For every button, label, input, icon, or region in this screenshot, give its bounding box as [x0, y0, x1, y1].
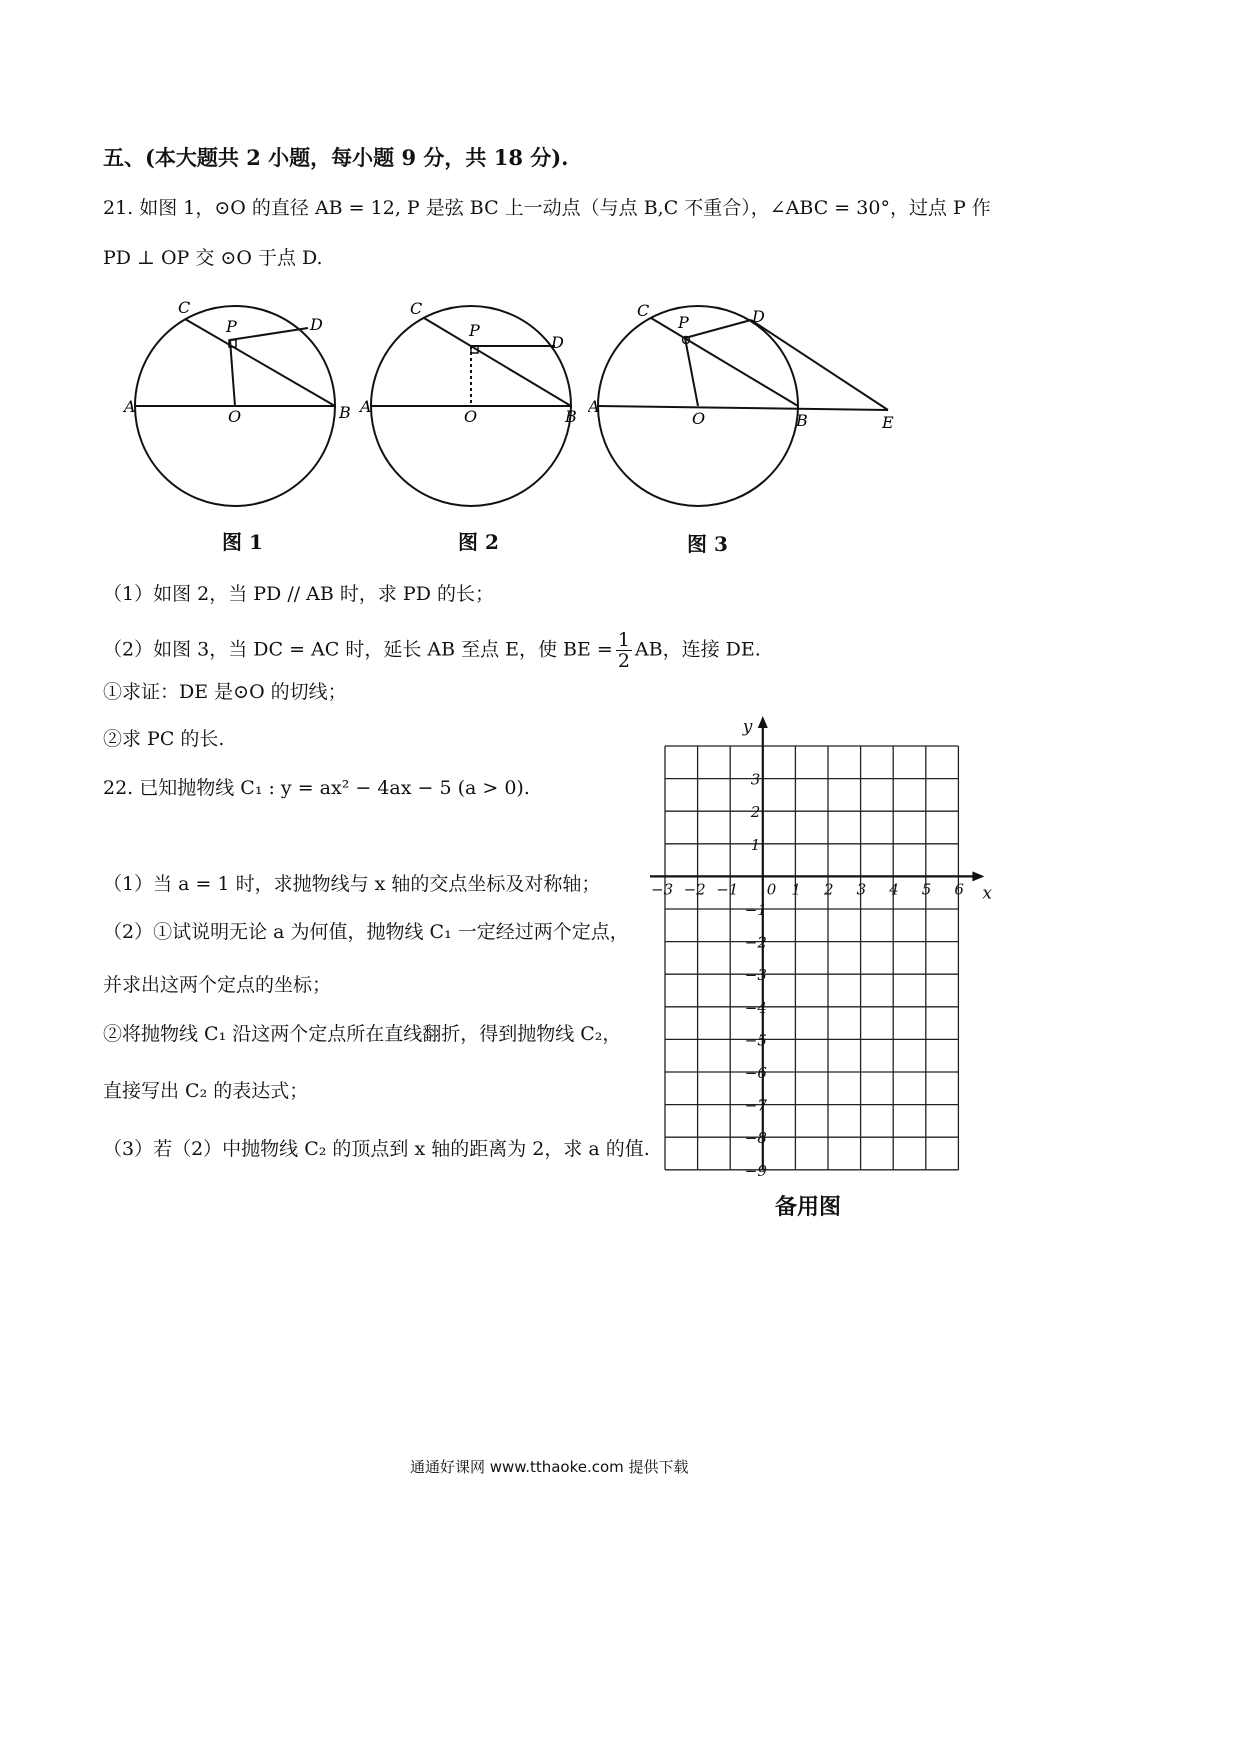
y-tick-label: −5 [744, 1031, 767, 1050]
x-tick-label: 5 [921, 880, 932, 899]
fig1-label-a: A [124, 397, 136, 416]
fig1-label-d: D [310, 315, 323, 334]
fig3-label-c: C [637, 301, 650, 320]
fig3-label-o: O [692, 409, 706, 428]
x-axis-label: x [982, 883, 992, 904]
q21-part1: （1）如图 2，当 PD // AB 时，求 PD 的长； [103, 583, 494, 605]
fig2-label-p: P [469, 321, 480, 340]
fig1-label-c: C [178, 298, 191, 317]
fig1-label-o: O [228, 407, 242, 426]
fig1-segment-pd [230, 328, 308, 340]
figure-3 [588, 288, 898, 538]
coordinate-grid [640, 710, 1000, 1185]
fraction-denominator: 2 [617, 650, 630, 672]
fig3-label-p: P [678, 313, 689, 332]
y-tick-label: 2 [750, 803, 761, 822]
x-tick-label: 1 [791, 880, 801, 899]
y-tick-label: −2 [744, 933, 767, 952]
figure-2 [358, 288, 598, 538]
fig1-segment-op [230, 340, 235, 406]
fig3-label-b: B [796, 411, 808, 430]
y-axis-arrow-icon [758, 716, 768, 728]
fig3-line-ae [598, 406, 888, 410]
fig2-label-o: O [464, 407, 478, 426]
q21-part2-before: （2）如图 3，当 DC = AC 时，延长 AB 至点 E，使 BE = [103, 638, 613, 661]
y-axis-label: y [742, 717, 753, 737]
y-tick-label: −3 [744, 966, 767, 985]
q21-sub1: ①求证：DE 是⊙O 的切线； [103, 681, 347, 703]
figure-1 [120, 288, 360, 538]
q21-part2-after: AB，连接 DE. [634, 638, 761, 661]
fig1-label-p: P [226, 317, 237, 336]
x-tick-label: −3 [651, 880, 674, 899]
q22-stem: 22. 已知抛物线 C₁ : y = ax² − 4ax − 5 (a > 0). [103, 777, 530, 799]
y-tick-label: 3 [750, 770, 761, 789]
grid-caption: 备用图 [775, 1194, 842, 1220]
y-tick-label: −9 [744, 1161, 767, 1180]
x-tick-label: 3 [856, 880, 867, 899]
figure-3-caption: 图 3 [687, 532, 728, 556]
footer-text: 通通好课网 www.tthaoke.com 提供下载 [410, 1458, 689, 1476]
fig2-label-d: D [551, 333, 564, 352]
figure-2-caption: 图 2 [458, 530, 499, 554]
fig2-label-c: C [410, 299, 423, 318]
fig3-segment-op [685, 338, 698, 406]
origin-label: 0 [766, 880, 777, 899]
y-tick-label: −7 [744, 1096, 767, 1115]
fig3-chord-bc [651, 318, 798, 406]
fig3-segment-pd [685, 320, 751, 338]
fig1-label-b: B [339, 403, 351, 422]
y-tick-label: −6 [744, 1064, 767, 1082]
figure-1-caption: 图 1 [222, 530, 263, 554]
q22-part2a: （2）①试说明无论 a 为何值，抛物线 C₁ 一定经过两个定点， [103, 921, 629, 943]
x-tick-label: 2 [824, 880, 834, 899]
q22-part2b: 并求出这两个定点的坐标； [103, 974, 332, 996]
q21-part2 [103, 630, 761, 671]
fig3-label-a: A [588, 397, 600, 416]
fraction-numerator: 1 [617, 629, 630, 651]
fig3-segment-de [751, 320, 888, 410]
x-tick-label: −1 [716, 880, 739, 899]
x-tick-label: 6 [954, 880, 964, 899]
y-tick-label: −4 [744, 998, 767, 1017]
fig2-chord-bc [424, 318, 571, 406]
q21-line1: 21. 如图 1，⊙O 的直径 AB = 12, P 是弦 BC 上一动点（与点 B,C 不重合），∠ABC = 30°，过点 P 作 [103, 197, 991, 219]
fig3-label-d: D [752, 307, 765, 326]
fig3-label-e: E [882, 413, 894, 432]
x-tick-label: −2 [683, 880, 706, 899]
q21-line2: PD ⊥ OP 交 ⊙O 于点 D. [103, 247, 323, 269]
q22-part2d: 直接写出 C₂ 的表达式； [103, 1080, 309, 1102]
q22-part2c: ②将抛物线 C₁ 沿这两个定点所在直线翻折，得到抛物线 C₂， [103, 1023, 622, 1045]
fraction-one-half [616, 630, 632, 671]
section-heading: 五、(本大题共 2 小题，每小题 9 分，共 18 分). [103, 145, 569, 170]
y-tick-label: 1 [750, 835, 761, 854]
y-tick-label: −8 [744, 1129, 767, 1148]
q22-part3: （3）若（2）中抛物线 C₂ 的顶点到 x 轴的距离为 2，求 a 的值. [103, 1138, 650, 1160]
fig2-label-b: B [565, 407, 577, 426]
q21-sub2: ②求 PC 的长. [103, 728, 225, 750]
x-axis-arrow-icon [972, 871, 984, 881]
fig2-label-a: A [360, 397, 372, 416]
x-tick-label: 4 [889, 880, 899, 899]
q22-part1: （1）当 a = 1 时，求抛物线与 x 轴的交点坐标及对称轴； [103, 873, 601, 895]
y-tick-label: −1 [744, 901, 767, 919]
